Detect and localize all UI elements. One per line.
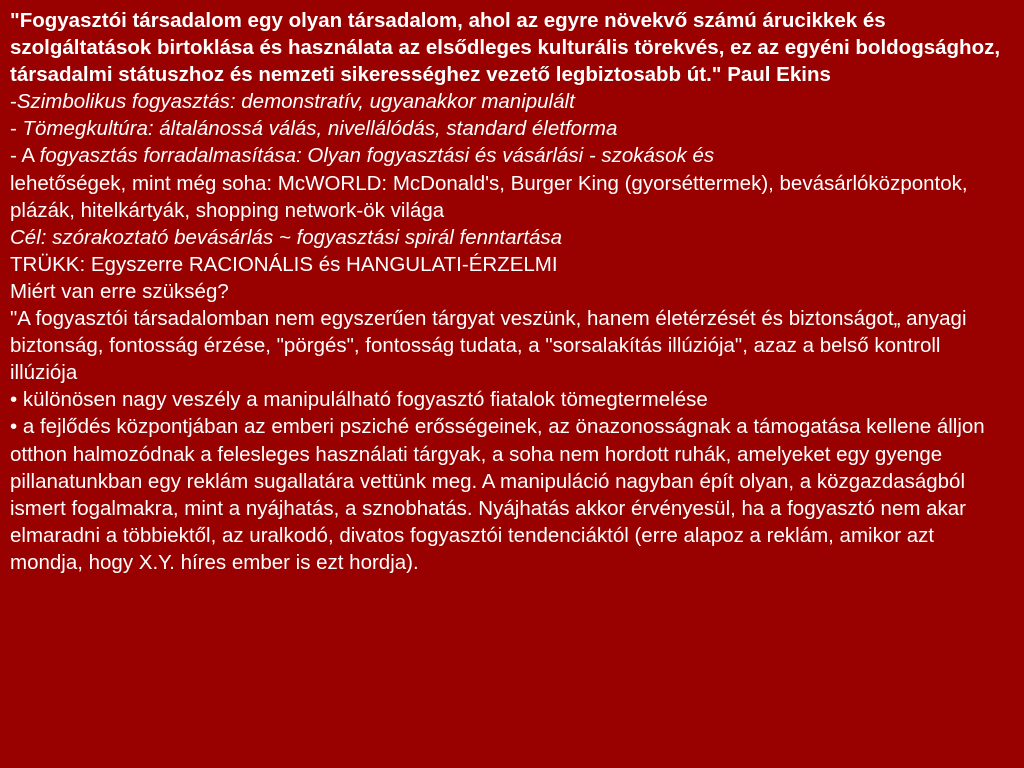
mass-culture-text: Tömegkultúra: általánossá válás, nivellálódás, standard életforma xyxy=(22,117,618,141)
symbolic-consumption-text: Szimbolikus fogyasztás: demonstratív, ugyanakkor manipulált xyxy=(16,90,575,114)
dash-prefix: - A xyxy=(10,144,40,168)
trick-line: TRÜKK: Egyszerre RACIONÁLIS és HANGULATI-ÉRZELMI xyxy=(10,252,558,276)
goal-line: Cél: szórakoztató bevásárlás ~ fogyasztási spirál fenntartása xyxy=(10,225,563,249)
why-question: Miért van erre szükség? xyxy=(10,279,229,303)
dash-prefix: - xyxy=(10,90,17,114)
mass-culture-line xyxy=(10,115,1010,142)
consumer-society-quote: "A fogyasztói társadalomban nem egyszerűen tárgyat veszünk, hanem életérzését és biztonságot„ anyagi biztonság, fontosság érzése, "pörgés", fontosság tudata, a "sorsalakítás illúziója", azaz a belső kontroll illúziója xyxy=(10,307,967,385)
dash-prefix: - xyxy=(10,117,23,141)
bullet-youth-danger: • különösen nagy veszély a manipulálható fogyasztó fiatalok tömegtermelése xyxy=(10,388,708,412)
ekins-quote: "Fogyasztói társadalom egy olyan társadalom, ahol az egyre növekvő számú árucikkek és szolgáltatások birtoklása és használata az elsődleges kulturális törekvés, ez az egyéni boldogsághoz, társadalmi státuszhoz és nemzeti sikerességhez vezető legbiztosabb út." Paul Ekins xyxy=(10,9,1001,87)
consumption-revolution-italic: fogyasztás forradalmasítása: Olyan fogyasztási és vásárlási - szokások és xyxy=(39,144,715,168)
symbolic-consumption-line xyxy=(10,88,1010,115)
consumption-revolution-line xyxy=(10,142,1010,223)
bullet-development-psyche: • a fejlődés központjában az emberi psziché erősségeinek, az önazonosságnak a támogatása kellene álljon otthon halmozódnak a felesleges használati tárgyak, a soha nem hordott ruhák, amelyeket egy gyenge pillanatunkban egy reklám sugallatára vettünk meg. A manipuláció nagyban épít olyan, a közgazdaságból ismert fogalmakra, mint a nyájhatás, a sznobhatás. Nyájhatás akkor érvényesül, ha a fogyasztó nem akar elmaradni a többiektől, az uralkodó, divatos fogyasztói tendenciáktól (erre alapoz a reklám, amikor azt mondja, hogy X.Y. híres ember is ezt hordja). xyxy=(10,415,985,574)
consumption-revolution-rest: lehetőségek, mint még soha: McWORLD: McDonald's, Burger King (gyorséttermek), bevásárlóközpontok, plázák, hitelkártyák, shopping network-ök világa xyxy=(10,171,968,222)
